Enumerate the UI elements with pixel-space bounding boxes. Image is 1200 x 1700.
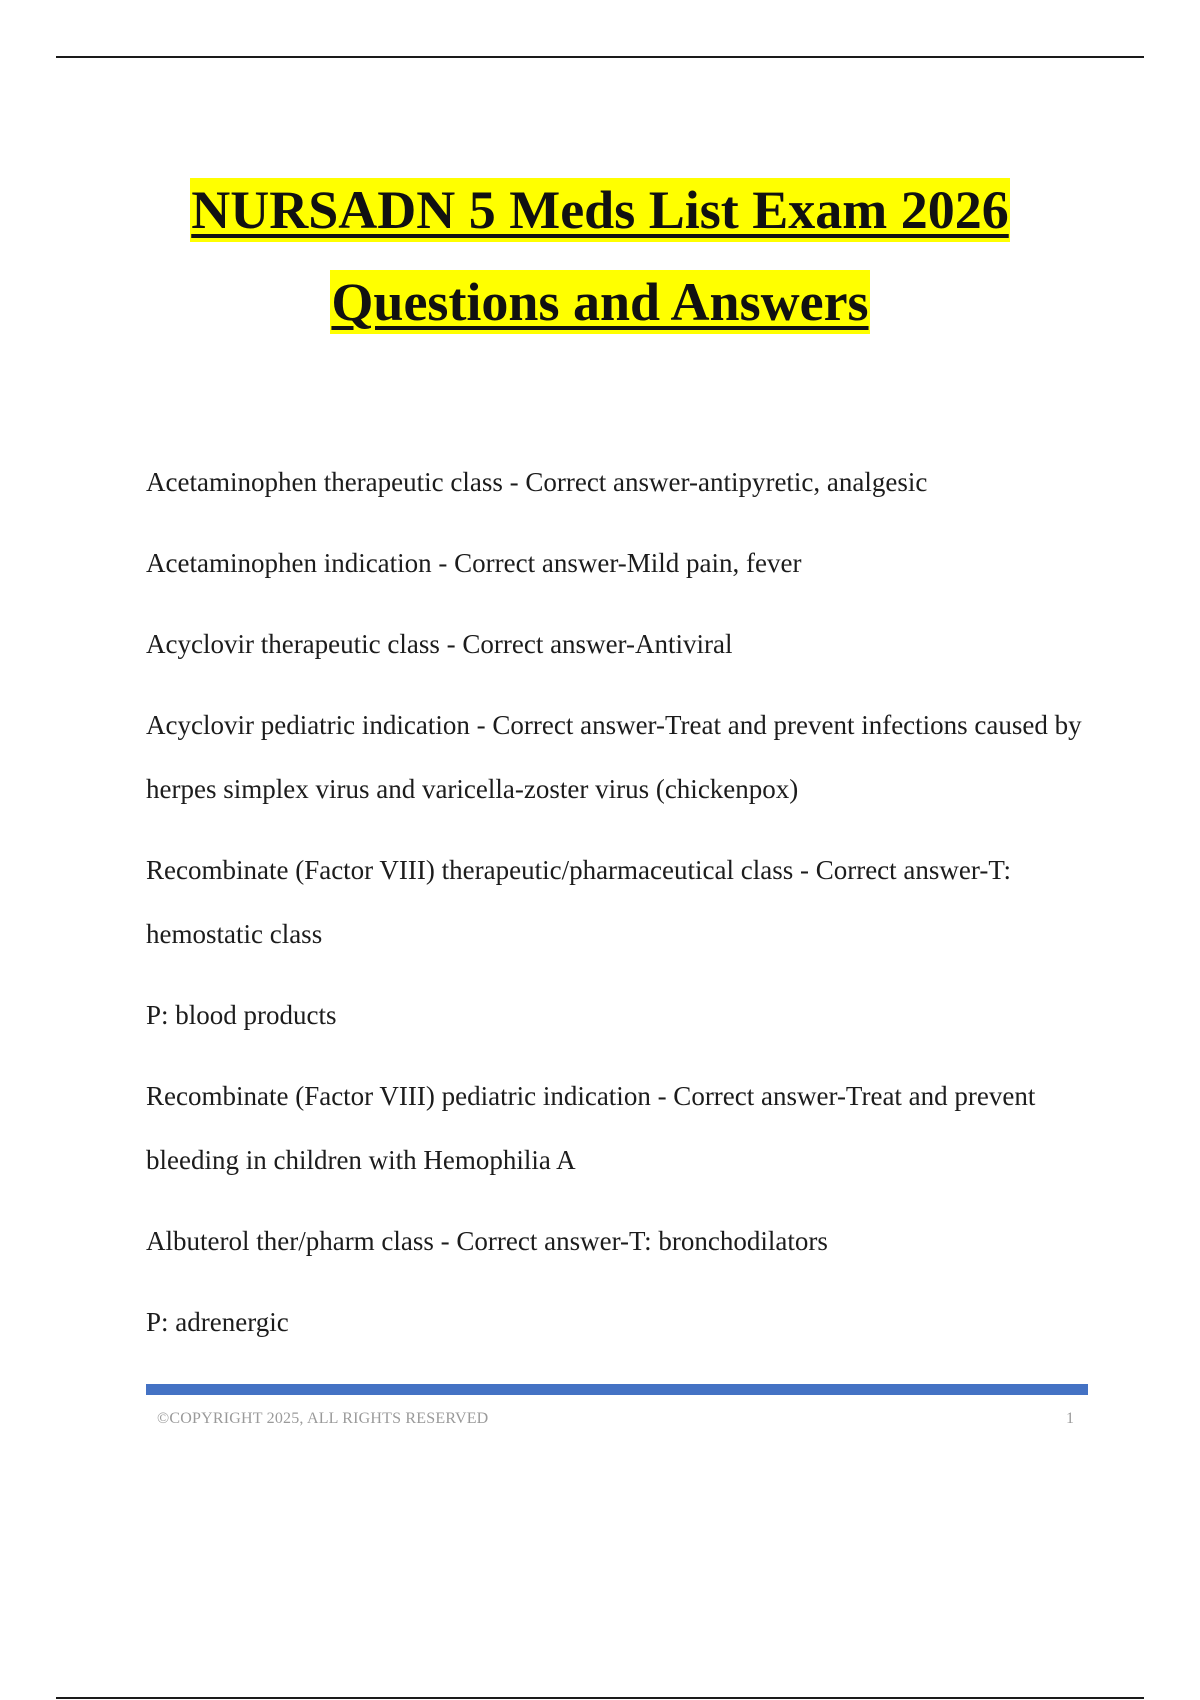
document-title [0, 178, 1200, 334]
footer-copyright: ©COPYRIGHT 2025, ALL RIGHTS RESERVED [157, 1410, 489, 1427]
bottom-rule [56, 1697, 1144, 1699]
page-number: 1 [1066, 1410, 1074, 1427]
title-line-1: NURSADN 5 Meds List Exam 2026 [191, 180, 1009, 240]
title-line-2: Questions and Answers [331, 272, 869, 332]
qa-item-recombinate-pharm: P: blood products [146, 1000, 337, 1030]
qa-item-recombinate-class: Recombinate (Factor VIII) therapeutic/pharmaceutical class - Correct answer-T: hemostatic class [146, 855, 1011, 949]
qa-item-acetaminophen-indication: Acetaminophen indication - Correct answer-Mild pain, fever [146, 548, 802, 578]
top-rule [56, 56, 1144, 58]
qa-item-recombinate-indication: Recombinate (Factor VIII) pediatric indication - Correct answer-Treat and prevent bleeding in children with Hemophilia A [146, 1081, 1036, 1175]
qa-item-albuterol-pharm: P: adrenergic [146, 1307, 289, 1337]
qa-list [146, 450, 1106, 1371]
qa-item-acyclovir-class: Acyclovir therapeutic class - Correct answer-Antiviral [146, 629, 733, 659]
qa-item-acetaminophen-class: Acetaminophen therapeutic class - Correct answer-antipyretic, analgesic [146, 467, 928, 497]
qa-item-acyclovir-indication: Acyclovir pediatric indication - Correct answer-Treat and prevent infections caused by herpes simplex virus and varicella-zoster virus (chickenpox) [146, 710, 1082, 804]
footer-bar [146, 1384, 1088, 1395]
qa-item-albuterol-class: Albuterol ther/pharm class - Correct answer-T: bronchodilators [146, 1226, 828, 1256]
